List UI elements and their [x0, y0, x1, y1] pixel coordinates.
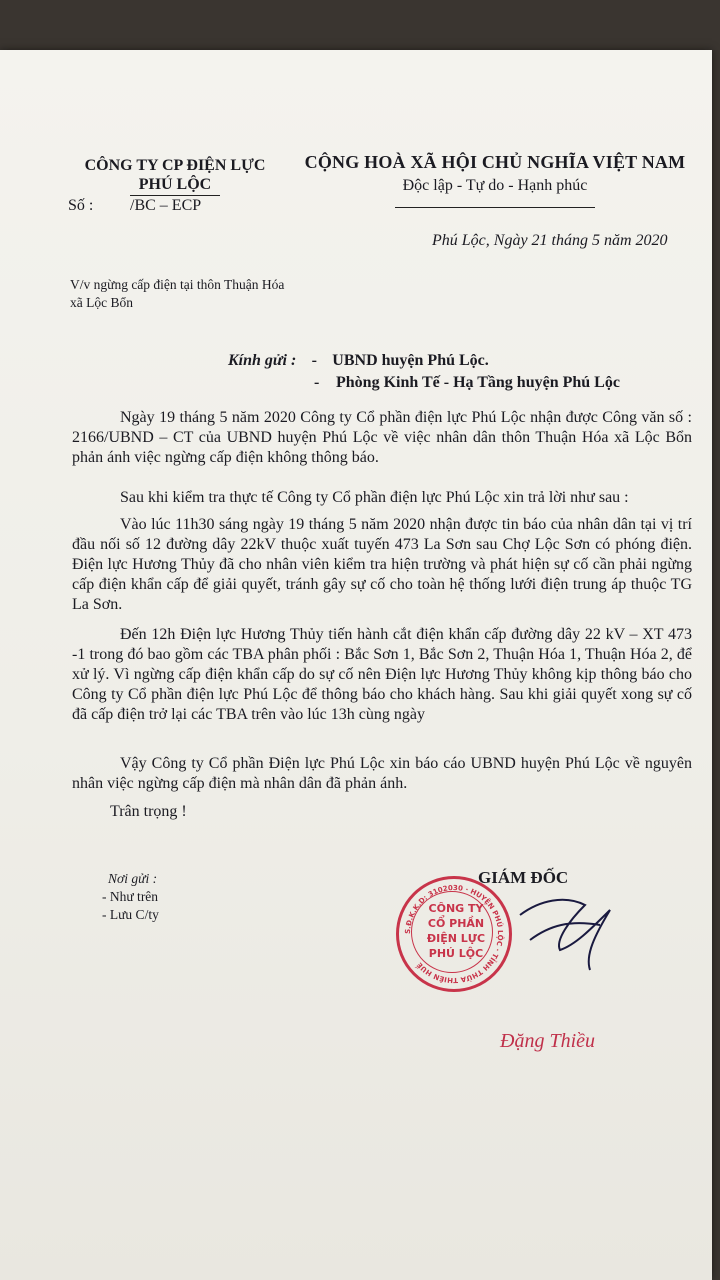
- doc-number-value: /BC – ECP: [130, 197, 202, 214]
- closing-greeting: Trân trọng !: [110, 803, 187, 820]
- distribution-item: - Lưu C/ty: [102, 907, 159, 922]
- signatory-name: Đặng Thiều: [500, 1030, 595, 1052]
- company-name: CÔNG TY CP ĐIỆN LỰC: [84, 157, 266, 174]
- signature-scribble-icon: [500, 880, 620, 990]
- national-motto: Độc lập - Tự do - Hạnh phúc: [402, 177, 588, 194]
- national-header: [290, 152, 700, 208]
- recipient-item: Phòng Kinh Tế - Hạ Tầng huyện Phú Lộc: [336, 374, 620, 391]
- document-date: Phú Lộc, Ngày 21 tháng 5 năm 2020: [432, 232, 668, 249]
- national-title: CỘNG HOÀ XÃ HỘI CHỦ NGHĨA VIỆT NAM: [304, 152, 686, 172]
- subject-line-2: xã Lộc Bổn: [70, 295, 133, 310]
- body-paragraph: Ngày 19 tháng 5 năm 2020 Công ty Cổ phần điện lực Phú Lộc nhận được Công văn số : 2166/UBND – CT của UBND huyện Phú Lộc về việc nhân dân thôn Thuận Hóa xã Lộc Bổn phản ánh việc ngừng cấp điện không thông báo.: [72, 409, 692, 466]
- document-number: [68, 197, 201, 215]
- distribution-list: [102, 870, 159, 924]
- body-paragraph: Sau khi kiểm tra thực tế Công ty Cổ phần điện lực Phú Lộc xin trả lời như sau :: [120, 489, 629, 506]
- company-stamp: [396, 876, 512, 992]
- svg-text:S.Đ.K.K.D: 3102030 · HUYỆN PHÚ: S.Đ.K.K.D: 3102030 · HUYỆN PHÚ LỘC · TỈNH THỪA THIÊN HUẾ: [403, 883, 505, 985]
- document-subject: [70, 276, 284, 312]
- recipients-label: Kính gửi :: [228, 352, 297, 369]
- company-location: PHÚ LỘC: [138, 176, 212, 193]
- company-underline: [130, 195, 220, 196]
- body-paragraph: Vào lúc 11h30 sáng ngày 19 tháng 5 năm 2020 nhận được tin báo của nhân dân tại vị trí đầu nối số 12 đường dây 22kV thuộc xuất tuyến 473 La Sơn sau Chợ Lộc Sơn có phóng điện. Điện lực Hương Thủy đã cho nhân viên kiểm tra hiện trường và phát hiện sự cố cần phải ngừng cấp điện khẩn cấp để giải quyết, tránh gây sự cố cho toàn hệ thống lưới điện trung áp thuộc TG La Sơn.: [72, 516, 692, 613]
- stamp-center-text: CÔNG TY CỔ PHẦN ĐIỆN LỰC PHÚ LỘC: [426, 902, 486, 960]
- distribution-item: - Như trên: [102, 889, 159, 904]
- motto-underline: [395, 207, 595, 208]
- distribution-label: Nơi gửi :: [108, 871, 158, 886]
- company-header: [60, 156, 290, 196]
- recipients-block: Kính gửi : - UBND huyện Phú Lộc. - Phòng Kinh Tế - Hạ Tầng huyện Phú Lộc: [228, 352, 620, 391]
- recipient-item: UBND huyện Phú Lộc.: [332, 352, 489, 369]
- body-paragraph: Vậy Công ty Cổ phần Điện lực Phú Lộc xin báo cáo UBND huyện Phú Lộc về nguyên nhân việc ngừng cấp điện mà nhân dân đã phản ánh.: [72, 755, 692, 792]
- body-paragraph: Đến 12h Điện lực Hương Thủy tiến hành cắt điện khẩn cấp đường dây 22 kV – XT 473 -1 trong đó bao gồm các TBA phân phối : Bắc Sơn 1, Bắc Sơn 2, Thuận Hóa 1, Thuận Hóa 2, để xử lý. Vì ngừng cấp điện khẩn cấp do sự cố nên Điện lực Hương Thủy không kịp thông báo cho Công ty Cổ phần điện lực Phú Lộc để thông báo cho khách hàng. Sau khi giải quyết xong sự cố đã cấp điện trở lại các TBA trên vào lúc 13h cùng ngày: [72, 626, 692, 723]
- subject-line-1: V/v ngừng cấp điện tại thôn Thuận Hóa: [70, 277, 285, 292]
- signatory-title: GIÁM ĐỐC: [478, 868, 569, 887]
- doc-number-label: Số :: [68, 197, 94, 214]
